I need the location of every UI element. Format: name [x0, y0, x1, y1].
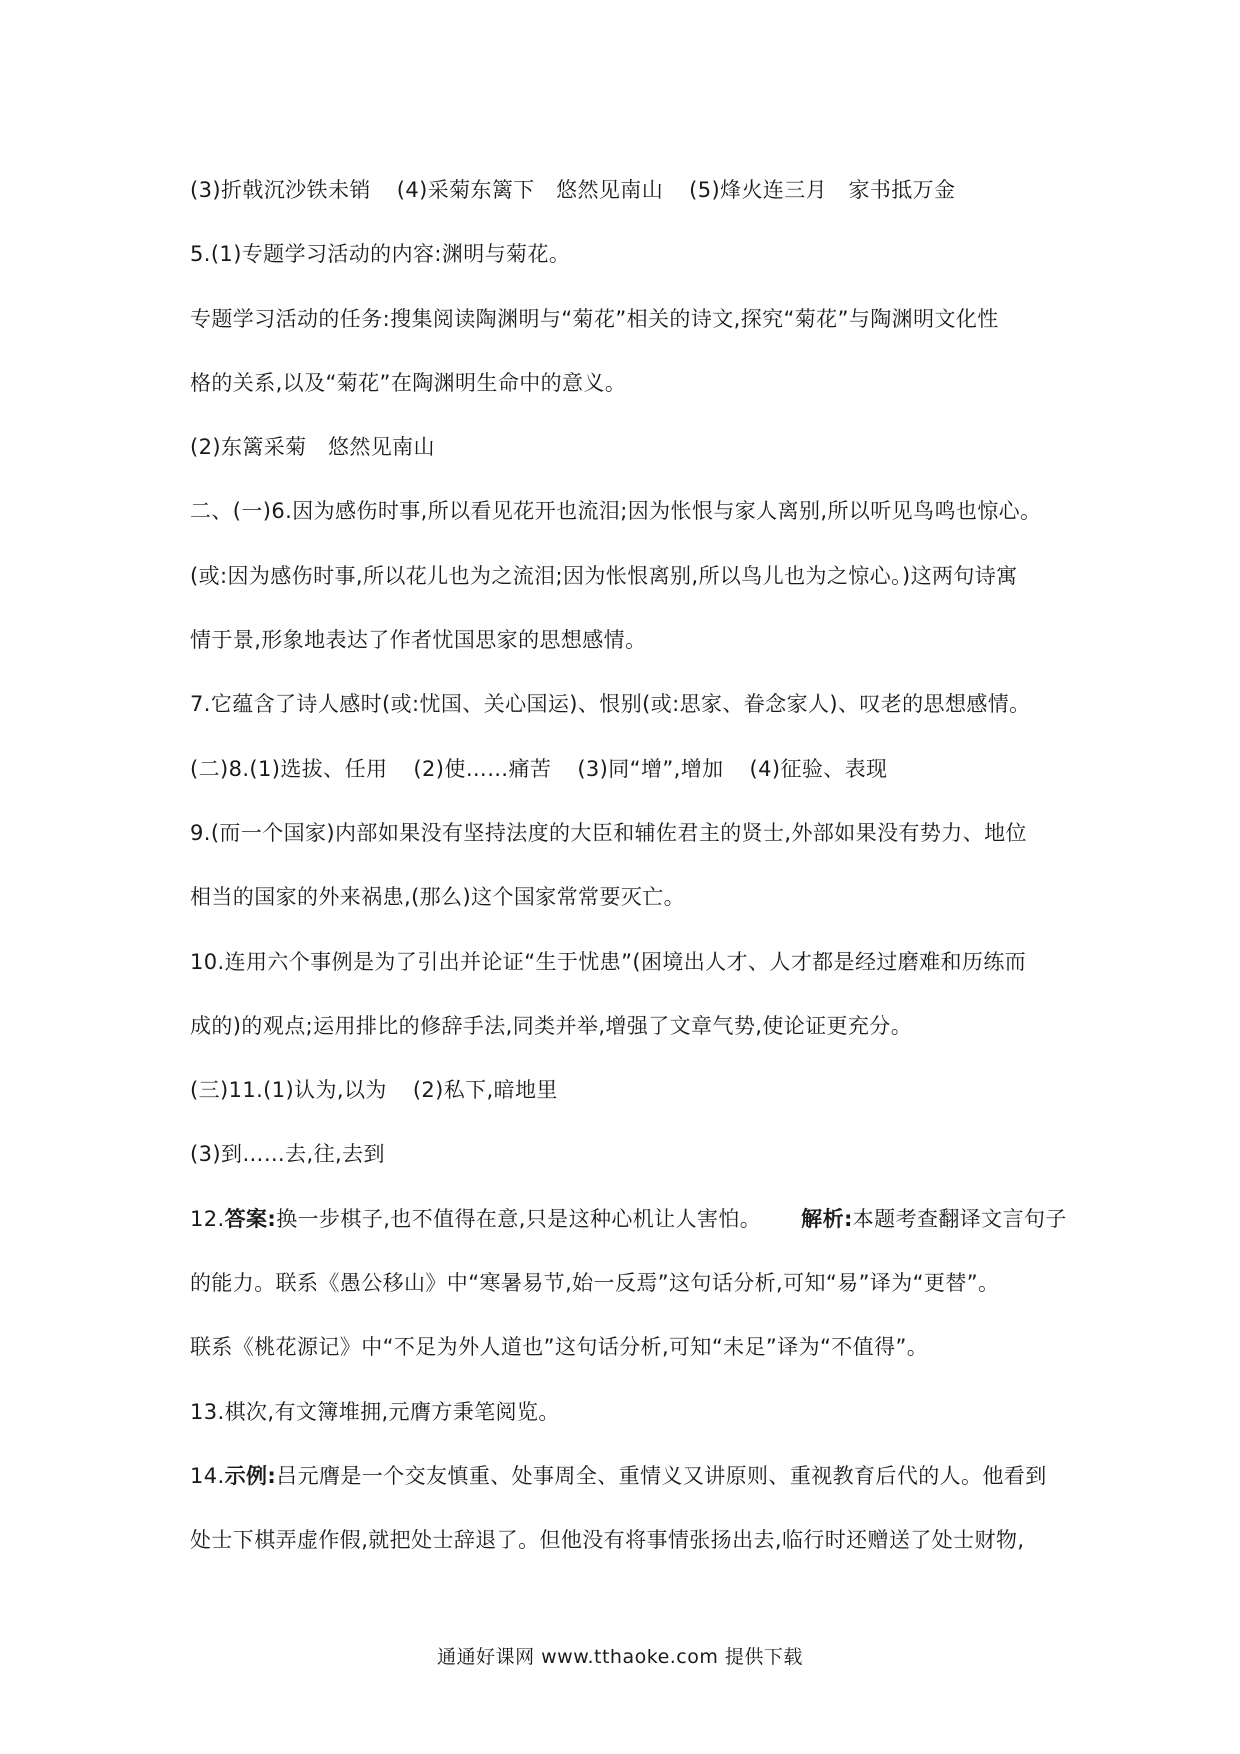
text-line [190, 222, 1070, 286]
bold-label: 答案: [224, 1206, 277, 1231]
text-segment: (5)烽火连三月 家书抵万金 [689, 178, 956, 202]
text-line [190, 415, 1070, 479]
text-line [190, 1187, 1070, 1251]
text-segment: 吕元膺是一个交友慎重、处事周全、重情义又讲原则、重视教育后代的人。他看到 [276, 1463, 1047, 1488]
text-segment: 7.它蕴含了诗人感时(或:忧国、关心国运)、恨别(或:思家、眷念家人)、叹老的思想感情。 [190, 692, 1031, 717]
text-line [190, 1508, 1070, 1572]
text-segment: 成的)的观点;运用排比的修辞手法,同类并举,增强了文章气势,使论证更充分。 [190, 1013, 913, 1038]
text-segment: (2)私下,暗地里 [412, 1078, 558, 1103]
text-segment: (3)同“增”,增加 [577, 756, 724, 781]
text-segment: 格的关系,以及“菊花”在陶渊明生命中的意义。 [190, 370, 627, 395]
text-segment: 二、(一)6.因为感伤时事,所以看见花开也流泪;因为怅恨与家人离别,所以听见鸟鸣也惊心。 [190, 499, 1042, 524]
text-line [190, 1380, 1070, 1444]
text-segment: (3)到……去,往,去到 [190, 1142, 385, 1167]
text-segment: (3)折戟沉沙铁未销 [190, 178, 371, 202]
text-segment: (三)11.(1)认为,以为 [190, 1078, 387, 1103]
text-segment: 5.(1)专题学习活动的内容:渊明与菊花。 [190, 242, 571, 267]
text-line [190, 351, 1070, 415]
text-segment: (4)征验、表现 [749, 756, 888, 781]
text-line [190, 1122, 1070, 1186]
text-segment: 10.连用六个事例是为了引出并论证“生于忧患”(困境出人才、人才都是经过磨难和历练而 [190, 949, 1027, 974]
text-segment: (或:因为感伤时事,所以花儿也为之流泪;因为怅恨离别,所以鸟儿也为之惊心。)这两句诗寓 [190, 563, 1018, 588]
text-segment: 14. [190, 1463, 225, 1488]
text-segment: (2)东篱采菊 悠然见南山 [190, 435, 435, 460]
text-segment: 本题考查翻译文言句子 [852, 1206, 1067, 1231]
bold-label: 示例: [224, 1463, 277, 1488]
text-segment: (二)8.(1)选拔、任用 [190, 756, 388, 781]
text-segment: 换一步棋子,也不值得在意,只是这种心机让人害怕。 [276, 1206, 762, 1231]
text-line [190, 737, 1070, 801]
text-segment: 联系《桃花源记》中“不足为外人道也”这句话分析,可知“未足”译为“不值得”。 [190, 1335, 929, 1360]
answer-content [190, 158, 1070, 1573]
text-segment: 9.(而一个国家)内部如果没有坚持法度的大臣和辅佐君主的贤士,外部如果没有势力、地位 [190, 820, 1027, 845]
text-segment: 相当的国家的外来祸患,(那么)这个国家常常要灭亡。 [190, 885, 686, 910]
text-line [190, 158, 1070, 222]
text-segment: (2)使……痛苦 [413, 756, 552, 781]
text-line [190, 1251, 1070, 1315]
page-footer: 通通好课网 www.tthaoke.com 提供下载 [437, 1646, 803, 1668]
text-segment: (4)采菊东篱下 悠然见南山 [396, 178, 664, 202]
text-line [190, 608, 1070, 672]
text-line [190, 479, 1070, 543]
text-line [190, 287, 1070, 351]
text-line [190, 994, 1070, 1058]
text-segment: 的能力。联系《愚公移山》中“寒暑易节,始一反焉”这句话分析,可知“易”译为“更替”。 [190, 1271, 1000, 1296]
text-line [190, 801, 1070, 865]
text-line [190, 865, 1070, 929]
bold-label: 解析: [801, 1206, 853, 1231]
text-line [190, 1444, 1070, 1508]
text-line [190, 1315, 1070, 1379]
text-line [190, 672, 1070, 736]
text-segment: 处士下棋弄虚作假,就把处士辞退了。但他没有将事情张扬出去,临行时还赠送了处士财物, [190, 1528, 1025, 1553]
text-segment: 12. [190, 1206, 225, 1231]
text-segment: 专题学习活动的任务:搜集阅读陶渊明与“菊花”相关的诗文,探究“菊花”与陶渊明文化性 [190, 306, 999, 331]
text-line [190, 544, 1070, 608]
text-segment: 情于景,形象地表达了作者忧国思家的思想感情。 [190, 628, 647, 653]
text-line [190, 1058, 1070, 1122]
text-segment: 13.棋次,有文簿堆拥,元膺方秉笔阅览。 [190, 1399, 560, 1424]
text-line [190, 930, 1070, 994]
